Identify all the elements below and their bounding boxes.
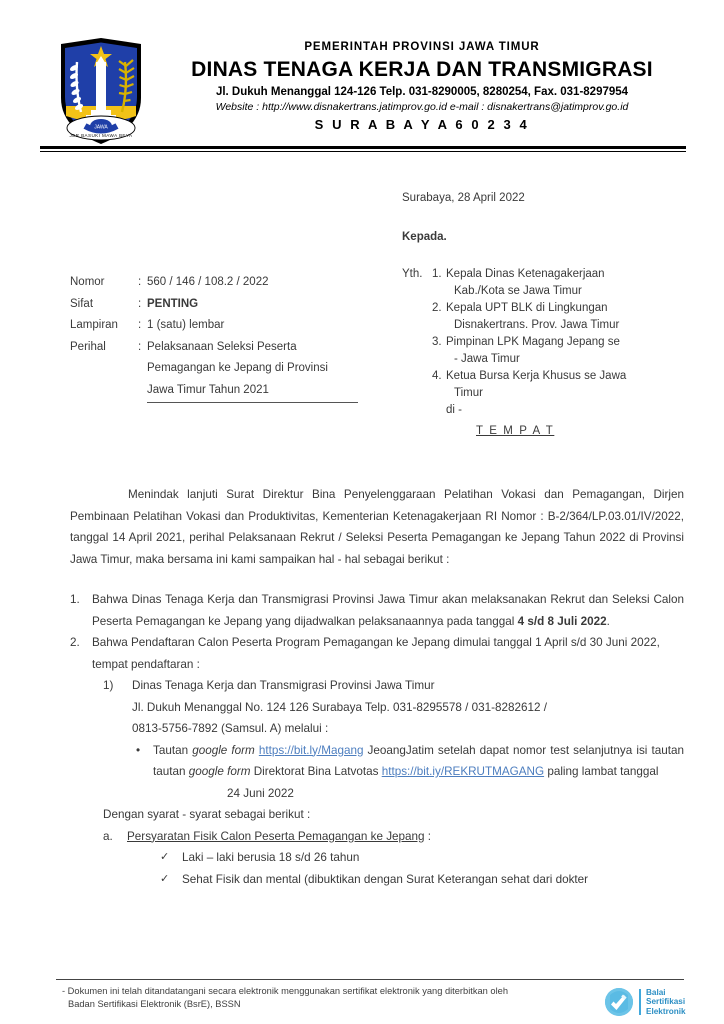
bullet-deadline-line (153, 783, 684, 805)
colon: : (138, 297, 142, 310)
recipient-number: 4. (432, 370, 442, 382)
recipient-text (446, 300, 684, 334)
magang-form-link[interactable]: https://bit.ly/Magang (258, 743, 364, 757)
bsre-word-3: Elektronik (646, 1006, 686, 1016)
recipient-line: Kepala Dinas Ketenagakerjaan (446, 268, 605, 280)
east-java-provincial-crest-icon (55, 36, 147, 148)
numbered-list (70, 589, 684, 675)
item1-bold-date: 4 s/d 8 Juli 2022 (517, 614, 607, 628)
footer-divider (56, 979, 684, 980)
bsre-word-1: Balai (646, 987, 666, 997)
persyaratan-tail: : (424, 829, 432, 843)
perihal-value (147, 337, 360, 402)
lampiran-value: 1 (satu) lembar (147, 319, 225, 331)
checkmark-text: Sehat Fisik dan mental (dibuktikan dengan Surat Keterangan sehat dari dokter (182, 872, 589, 886)
sub-item-line: Dinas Tenaga Kerja dan Transmigrasi Provinsi Jawa Timur (132, 679, 435, 692)
sub-item-line: 0813-5756-7892 (Samsul. A) melalui : (132, 722, 329, 735)
yth-label: Yth. (402, 268, 423, 280)
sub-numbered-list (103, 675, 684, 740)
bullet-italic-2: google form (188, 765, 251, 778)
bullet-text (153, 740, 684, 805)
letterhead (40, 34, 684, 142)
city-postcode-line: S U R A B A Y A 6 0 2 3 4 (314, 117, 530, 132)
recipient-line: Kepala UPT BLK di Lingkungan (446, 302, 608, 314)
perihal-line: Pelaksanaan Seleksi Peserta (147, 340, 297, 353)
item-text: Bahwa Pendaftaran Calon Peserta Program Pemagangan ke Jepang dimulai tanggal 1 April s/d 30 Juni 2022, tempat pendaftaran : (92, 636, 660, 671)
letter-metadata-block (70, 272, 360, 403)
electronic-signature-notice (62, 985, 582, 1010)
list-item (432, 266, 684, 300)
svg-text:JAWA: JAWA (94, 124, 108, 131)
checkmark-list (160, 847, 684, 890)
colon: : (138, 340, 142, 353)
metadata-row-sifat (70, 294, 360, 316)
footer-line-2: Badan Sertifikasi Elektronik (BsrE), BSSN (68, 998, 241, 1009)
list-item (103, 675, 684, 740)
bsre-seal-icon (604, 987, 634, 1017)
checkmark-text: Laki – laki berusia 18 s/d 26 tahun (182, 851, 360, 864)
recipient-number: 2. (432, 302, 442, 314)
letterhead-divider (40, 146, 686, 152)
website-email-line: Website : http://www.disnakertrans.jatimprov.go.id e-mail : disnakertrans@jatimprov.go.id (215, 101, 629, 113)
metadata-row-lampiran (70, 315, 360, 337)
recipient-line: Disnakertrans. Prov. Jawa Timur (454, 319, 620, 331)
perihal-label: Perihal (70, 340, 106, 353)
perihal-underline-rule (147, 402, 358, 403)
recipient-line: Ketua Bursa Kerja Khusus se Jawa (446, 370, 627, 382)
govt-line: PEMERINTAH PROVINSI JAWA TIMUR (304, 41, 540, 53)
di-line: di - (446, 404, 462, 416)
item1-text-a: Bahwa Dinas Tenaga Kerja dan Transmigrasi Provinsi Jawa Timur akan melaksanakan Rekrut dan Seleksi Calon Peserta Pemagangan ke Jepang yang dijadwalkan pelaksanaannya pada tanggal (92, 593, 684, 628)
date-and-recipients-block (402, 190, 684, 440)
tempat-underlined: T E M P A T (476, 425, 555, 437)
sub-item-text (132, 675, 684, 740)
bullet-text-2: JeoangJatim setelah dapat nomor test selanjutnya isi tautan tautan (153, 743, 684, 778)
bullet-deadline-date: 24 Juni 2022 (227, 786, 294, 800)
recipient-text (446, 368, 684, 402)
bullet-text-1: Tautan (153, 743, 193, 757)
list-item (103, 826, 684, 848)
bsre-logo (604, 986, 708, 1018)
recipient-text (446, 266, 684, 300)
address-phone-line: Jl. Dukuh Menanggal 124-126 Telp. 031-8290005, 8280254, Fax. 031-8297954 (215, 86, 629, 98)
list-item (432, 300, 684, 334)
list-item (160, 869, 684, 891)
metadata-row-nomor (70, 272, 360, 294)
bullet-text-3: Direktorat Bina Latvotas (250, 765, 382, 778)
bullet-dot-icon: • (136, 743, 141, 757)
recipients-list (432, 266, 684, 440)
sifat-label: Sifat (70, 297, 94, 310)
letterhead-text (160, 40, 684, 134)
recipient-line: - Jawa Timur (454, 353, 520, 365)
lettered-list (103, 826, 684, 848)
item1-text-b: . (606, 614, 610, 628)
recipient-text (446, 334, 684, 368)
metadata-row-perihal (70, 337, 360, 402)
perihal-line: Pemagangan ke Jepang di Provinsi (147, 362, 328, 374)
recipient-number: 3. (432, 336, 442, 348)
recipient-line: Timur (454, 387, 483, 399)
colon: : (138, 319, 142, 331)
list-item (70, 589, 684, 632)
recipient-line: Pimpinan LPK Magang Jepang se (446, 336, 620, 348)
bsre-wordmark (646, 988, 686, 1017)
recipient-number: 1. (432, 268, 442, 280)
item-number: 2. (70, 636, 80, 649)
sub-item-number: 1) (103, 679, 114, 692)
bullet-text-4: paling lambat tanggal (544, 765, 659, 778)
bullet-list (136, 740, 684, 805)
checkmark-icon: ✓ (160, 851, 170, 863)
letter-item-number: a. (103, 829, 113, 843)
bullet-italic-1: google form (192, 743, 255, 757)
recipient-line: Kab./Kota se Jawa Timur (454, 285, 582, 297)
nomor-label: Nomor (70, 276, 105, 288)
bsre-divider-bar (639, 989, 641, 1015)
letter-item-text (127, 826, 684, 848)
list-item (160, 847, 684, 869)
list-item (70, 632, 684, 675)
footer-line-1: - Dokumen ini telah ditandatangani secara elektronik menggunakan sertifikat elektronik yang diterbitkan oleh (62, 986, 508, 996)
checkmark-icon: ✓ (160, 872, 170, 885)
sifat-value: PENTING (147, 297, 199, 310)
list-item (136, 740, 684, 805)
list-item (432, 368, 684, 402)
sub-item-line: Jl. Dukuh Menanggal No. 124 126 Surabaya Telp. 031-8295578 / 031-8282612 / (132, 700, 547, 714)
nomor-value: 560 / 146 / 108.2 / 2022 (147, 276, 269, 288)
list-item (432, 334, 684, 368)
opening-paragraph: Menindak lanjuti Surat Direktur Bina Penyelenggaraan Pelatihan Vokasi dan Pemagangan, Dirjen Pembinaan Pelatihan Vokasi dan Produktivitas, Kementerian Ketenagakerjaan RI Nomor : B-2/364/LP.03.01/IV/2022, tanggal 14 April 2021, perihal Pelaksanaan Rekrut / Seleksi Peserta Pemagangan ke Jepang Tahun 2022 di Provinsi Jawa Timur, maka bersama ini kami sampaikan hal - hal sebagai berikut : (70, 488, 684, 566)
bsre-word-2: Sertifikasi (646, 997, 686, 1007)
tempat-label (432, 423, 684, 440)
svg-text:JER BASUKI MAWA BEYA: JER BASUKI MAWA BEYA (69, 133, 133, 138)
colon: : (138, 276, 142, 288)
divider-thin-line (40, 151, 686, 152)
item-number: 1. (70, 593, 80, 606)
perihal-line: Jawa Timur Tahun 2021 (147, 383, 269, 396)
rekrutmagang-form-link[interactable]: https://bit.iy/REKRUTMAGANG (381, 765, 545, 778)
persyaratan-fisik-heading: Persyaratan Fisik Calon Peserta Pemagangan ke Jepang (127, 829, 425, 843)
lampiran-label: Lampiran (70, 319, 118, 331)
date-line: Surabaya, 28 April 2022 (402, 192, 525, 204)
dengan-syarat-line: Dengan syarat - syarat sebagai berikut : (103, 808, 311, 821)
recipients-row (402, 266, 684, 440)
letter-body (70, 484, 684, 890)
kepada-label: Kepada. (402, 231, 447, 243)
department-name: DINAS TENAGA KERJA DAN TRANSMIGRASI (191, 58, 653, 81)
item-text (92, 589, 684, 632)
